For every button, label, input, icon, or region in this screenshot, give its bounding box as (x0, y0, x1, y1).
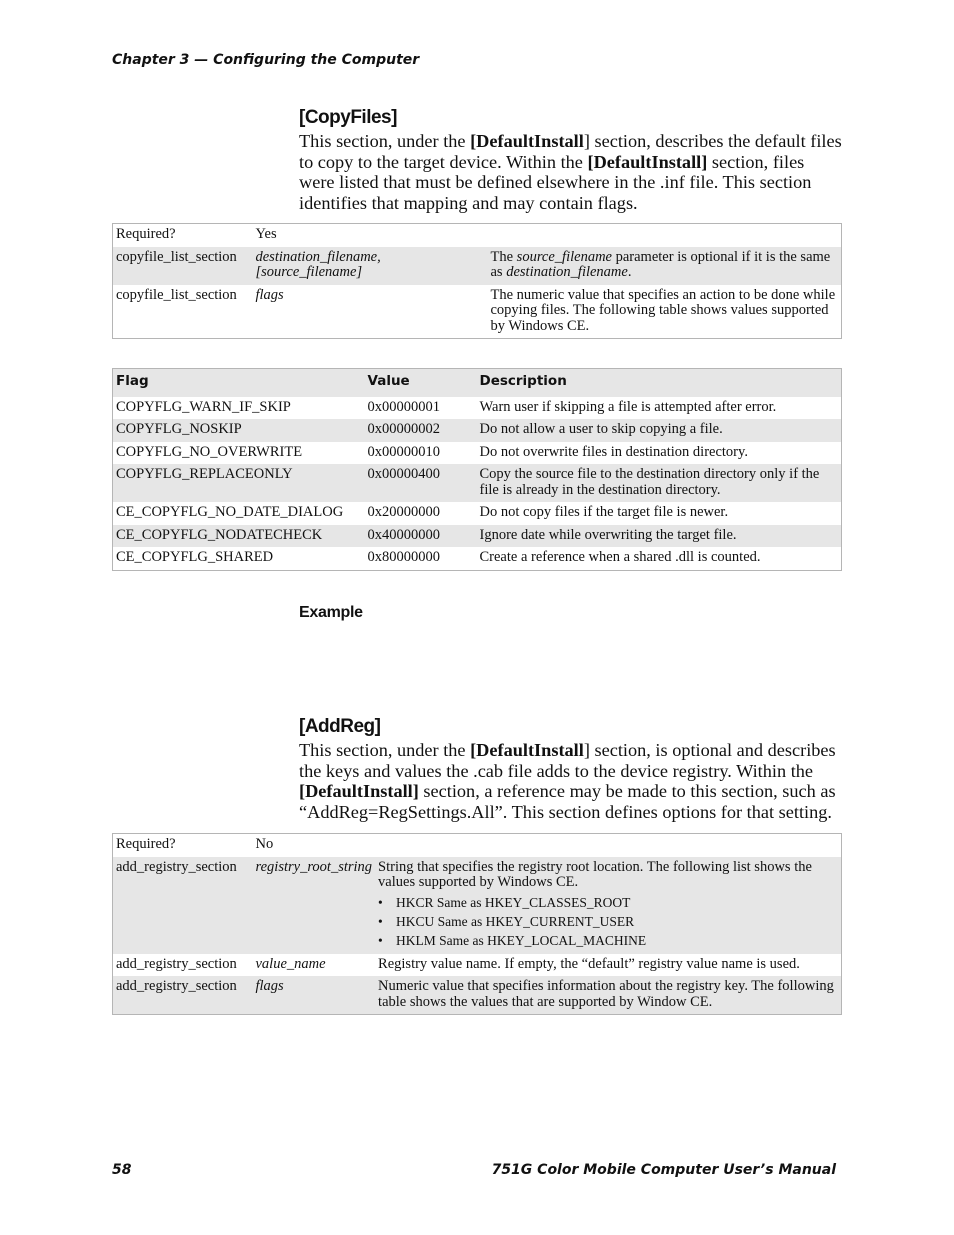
addreg-parameter-cell: registry_root_string (253, 857, 376, 954)
text-run: . (627, 264, 632, 280)
example-heading: Example (299, 604, 363, 621)
addreg-keyword-cell: Required? (116, 836, 176, 852)
list-item: • HKLM Same as HKEY_LOCAL_MACHINE (378, 931, 838, 950)
copyfiles-keyword-cell: copyfile_list_section (116, 286, 237, 303)
table-row (113, 547, 842, 570)
copyfiles-parameter-cell: Yes (255, 226, 277, 242)
flag-value-cell: 0x40000000 (365, 525, 477, 548)
bold-text: [DefaultInstall] (299, 781, 419, 802)
table-row (113, 954, 842, 977)
text-run: Registry value name. If empty, the “default” registry value name is used. (378, 955, 800, 972)
addreg-keyword-cell: add_registry_section (113, 857, 253, 954)
copyfiles-keyword-cell: Required? (116, 226, 176, 242)
copyfiles-heading: [CopyFiles] (299, 107, 397, 128)
bold-text: [DefaultInstall (470, 131, 584, 151)
addreg-description-cell (375, 834, 841, 857)
text-run: This section, under the (299, 131, 471, 151)
list-item: • HKCR Same as HKEY_CLASSES_ROOT (378, 893, 838, 912)
flag-name-cell: CE_COPYFLG_NODATECHECK (113, 525, 365, 548)
table-row (113, 502, 842, 525)
addreg-parameter-cell: value_name (255, 955, 326, 972)
bold-text: [DefaultInstall] (587, 151, 708, 172)
flag-description-cell: Ignore date while overwriting the target file. (477, 525, 842, 548)
table-row (113, 247, 842, 285)
flag-value-cell: 0x80000000 (367, 549, 440, 565)
flag-name-cell: CE_COPYFLG_SHARED (116, 549, 274, 565)
flag-name-cell: COPYFLG_NOSKIP (113, 419, 365, 442)
table-row (113, 442, 842, 465)
flag-description-cell: Do not allow a user to skip copying a file. (477, 419, 842, 442)
copyfiles-description-cell (488, 285, 842, 339)
flags-table-header-row (113, 369, 842, 397)
copyfiles-flags-table (112, 368, 842, 571)
addreg-keyword-cell: add_registry_section (116, 955, 237, 972)
flag-name-cell: COPYFLG_WARN_IF_SKIP (116, 398, 291, 415)
text-run: String that specifies the registry root location. The following list shows the values supported by Windows CE. (378, 858, 812, 890)
flag-value-cell: 0x00000400 (365, 464, 477, 502)
table-row (113, 976, 842, 1015)
addreg-description-cell (375, 976, 841, 1015)
flags-header-flag: Flag (113, 369, 365, 397)
flag-value-cell: 0x00000002 (365, 419, 477, 442)
addreg-parameter-table (112, 833, 842, 1015)
copyfiles-parameter-table (112, 223, 842, 339)
flag-description-cell: Do not overwrite files in destination directory. (479, 443, 748, 460)
addreg-description-cell (375, 954, 841, 977)
flags-header-value: Value (365, 369, 477, 397)
flag-description-cell: Create a reference when a shared .dll is counted. (479, 549, 761, 565)
addreg-keyword-cell: add_registry_section (113, 976, 253, 1015)
flag-description-cell: Copy the source file to the destination directory only if the file is already in the destination directory. (477, 464, 842, 502)
copyfiles-paragraph (299, 131, 844, 213)
copyfiles-description-cell (488, 247, 842, 285)
copyfiles-parameter-cell: flags (255, 286, 284, 303)
flag-value-cell: 0x00000001 (367, 398, 440, 415)
text-run: ] section, describes the default files to copy to the target device. Within the (299, 131, 842, 172)
list-item: • HKCU Same as HKEY_CURRENT_USER (378, 912, 838, 931)
text-run: section, a reference may be made to this section, such as “AddReg=RegSettings.All”. This section defines options for that setting. (299, 781, 836, 822)
text-run: parameter is optional if it is the same as (490, 248, 831, 280)
flag-name-cell: COPYFLG_REPLACEONLY (113, 464, 365, 502)
addreg-description-cell (375, 857, 841, 954)
copyfiles-keyword-cell: copyfile_list_section (113, 247, 253, 285)
text-run: ] section, is optional and describes the keys and values the .cab file adds to the device registry. Within the (299, 740, 836, 781)
addreg-parameter-cell: flags (253, 976, 376, 1015)
page-number: 58 (112, 1162, 132, 1178)
text-run: The numeric value that specifies an action to be done while copying files. The following table shows values supported by Windows CE. (490, 286, 836, 334)
italic-text: destination_filename (506, 264, 628, 280)
addreg-parameter-cell: No (255, 836, 274, 852)
flag-description-cell: Warn user if skipping a file is attempted after error. (479, 398, 777, 415)
manual-title: 751G Color Mobile Computer User’s Manual (491, 1162, 836, 1178)
table-row (113, 834, 842, 857)
addreg-heading: [AddReg] (299, 716, 381, 737)
running-head: Chapter 3 — Configuring the Computer (112, 52, 420, 68)
table-row (113, 525, 842, 548)
table-row (113, 224, 842, 247)
flag-value-cell: 0x00000010 (367, 443, 440, 460)
flag-name-cell: COPYFLG_NO_OVERWRITE (116, 443, 303, 460)
flag-value-cell: 0x20000000 (367, 504, 440, 520)
table-row (113, 857, 842, 954)
bold-text: [DefaultInstall (470, 740, 584, 760)
table-row (113, 285, 842, 339)
text-run: section, files were listed that must be defined elsewhere in the .inf file. This section identifies that mapping and may contain flags. (299, 151, 812, 213)
table-row (113, 419, 842, 442)
text-run: The (490, 248, 517, 265)
flags-header-description: Description (477, 369, 842, 397)
text-run: Numeric value that specifies information about the registry key. The following table shows the values that are supported by Window CE. (378, 978, 834, 1010)
table-row (113, 397, 842, 420)
flag-name-cell: CE_COPYFLG_NO_DATE_DIALOG (116, 504, 344, 520)
italic-text: source_filename (516, 248, 612, 265)
table-row (113, 464, 842, 502)
text-run: This section, under the (299, 740, 471, 760)
addreg-paragraph (299, 740, 844, 822)
copyfiles-description-cell (488, 224, 842, 247)
registry-root-list (378, 893, 838, 950)
flag-description-cell: Do not copy files if the target file is newer. (479, 504, 729, 520)
copyfiles-parameter-cell: destination_filename,[source_filename] (253, 247, 488, 285)
